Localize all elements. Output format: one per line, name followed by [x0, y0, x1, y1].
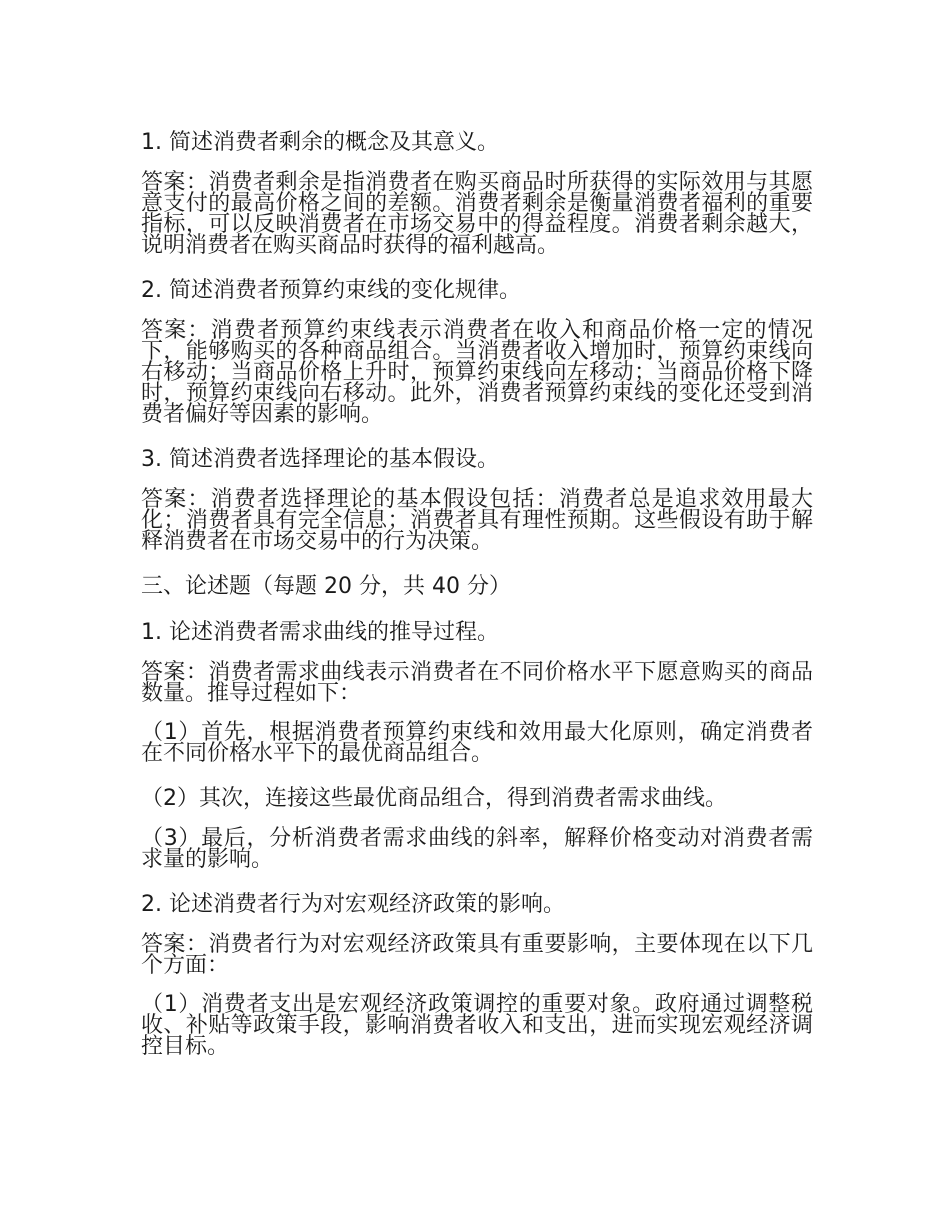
question-heading: 1. 简述消费者剩余的概念及其意义。 — [141, 130, 499, 155]
answer-step: （2）其次，连接这些最优商品组合，得到消费者需求曲线。 — [141, 786, 727, 811]
question-heading: 3. 简述消费者选择理论的基本假设。 — [141, 447, 499, 472]
question-heading: 2. 论述消费者行为对宏观经济政策的影响。 — [141, 892, 565, 917]
document-page — [141, 126, 813, 1075]
answer-step: （1）消费者支出是宏观经济政策调控的重要对象。政府通过调整税收、补贴等政策手段，影响消费者收入和支出，进而实现宏观经济调控目标。 — [141, 992, 813, 1059]
answer-step: （1）首先，根据消费者预算约束线和效用最大化原则，确定消费者在不同价格水平下的最优商品组合。 — [141, 720, 813, 766]
answer-paragraph: 答案：消费者需求曲线表示消费者在不同价格水平下愿意购买的商品数量。推导过程如下： — [141, 660, 813, 706]
answer-paragraph: 答案：消费者选择理论的基本假设包括：消费者总是追求效用最大化；消费者具有完全信息；消费者具有理性预期。这些假设有助于解释消费者在市场交易中的行为决策。 — [141, 487, 813, 554]
question-heading: 2. 简述消费者预算约束线的变化规律。 — [141, 278, 521, 303]
answer-paragraph: 答案：消费者预算约束线表示消费者在收入和商品价格一定的情况下，能够购买的各种商品组合。当消费者收入增加时，预算约束线向右移动；当商品价格上升时，预算约束线向左移动；当商品价格下降时，预算约束线向右移动。此外，消费者预算约束线的变化还受到消费者偏好等因素的影响。 — [141, 318, 813, 427]
answer-paragraph: 答案：消费者行为对宏观经济政策具有重要影响，主要体现在以下几个方面： — [141, 932, 813, 978]
answer-step: （3）最后，分析消费者需求曲线的斜率，解释价格变动对消费者需求量的影响。 — [141, 826, 813, 872]
section-heading: 三、论述题（每题 20 分，共 40 分） — [141, 574, 511, 599]
question-heading: 1. 论述消费者需求曲线的推导过程。 — [141, 620, 499, 645]
answer-paragraph: 答案：消费者剩余是指消费者在购买商品时所获得的实际效用与其愿意支付的最高价格之间的差额。消费者剩余是衡量消费者福利的重要指标，可以反映消费者在市场交易中的得益程度。消费者剩余越大，说明消费者在购买商品时获得的福利越高。 — [141, 170, 813, 258]
